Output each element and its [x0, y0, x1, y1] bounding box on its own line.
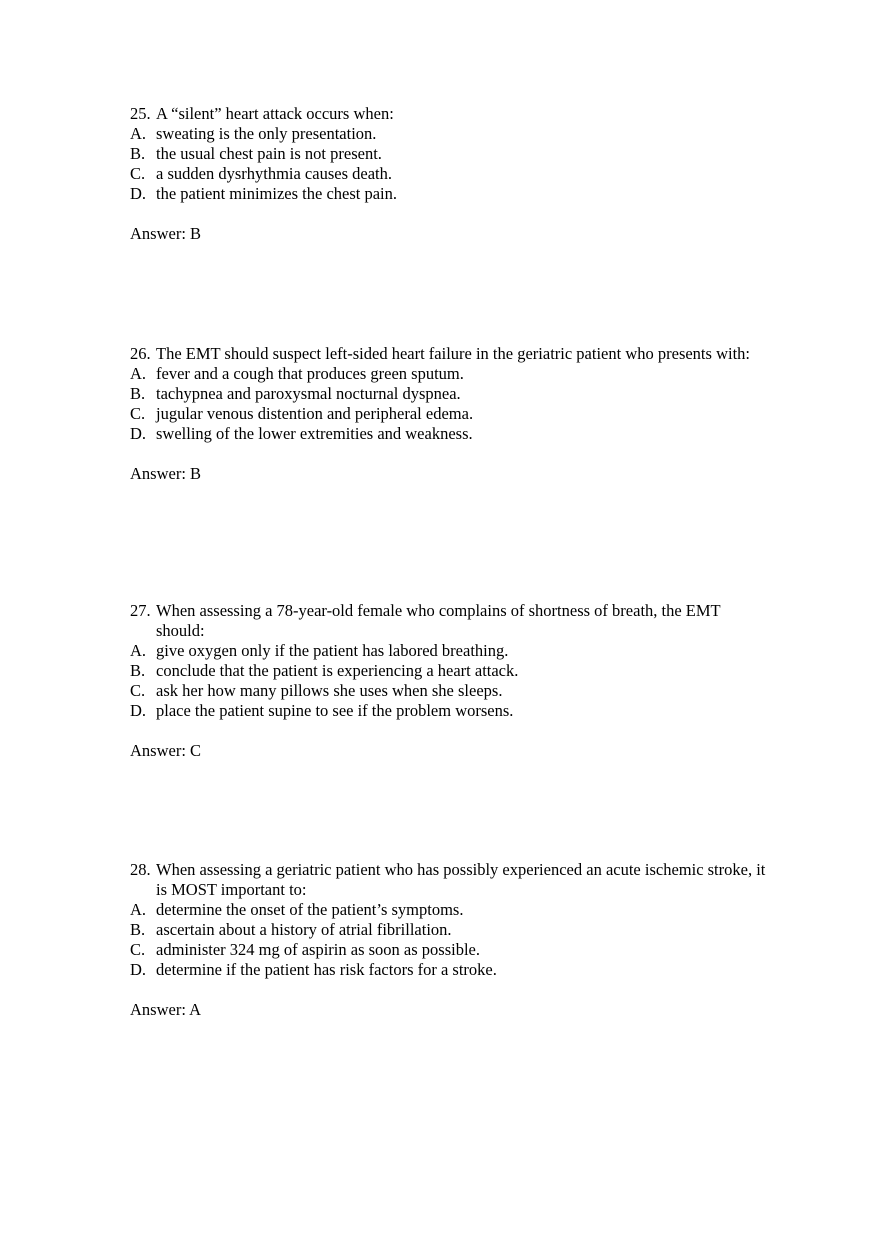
option-c	[130, 681, 770, 701]
option-letter: C.	[130, 404, 146, 423]
question-text: When assessing a 78-year-old female who complains of shortness of breath, the EMT should:	[156, 601, 721, 640]
option-d	[130, 184, 770, 204]
question-25	[130, 104, 770, 244]
option-letter: A.	[130, 900, 147, 919]
option-d	[130, 960, 770, 980]
option-text: the usual chest pain is not present.	[156, 144, 382, 163]
option-letter: D.	[130, 960, 147, 979]
option-letter: C.	[130, 681, 146, 700]
option-letter: A.	[130, 364, 147, 383]
option-letter: C.	[130, 164, 146, 183]
option-text: give oxygen only if the patient has labored breathing.	[156, 641, 509, 660]
option-text: tachypnea and paroxysmal nocturnal dyspnea.	[156, 384, 461, 403]
question-number: 28.	[130, 860, 151, 879]
answer-line: Answer: B	[130, 464, 202, 483]
option-letter: A.	[130, 641, 147, 660]
option-letter: D.	[130, 424, 147, 443]
option-a	[130, 900, 770, 920]
option-d	[130, 424, 770, 444]
option-text: administer 324 mg of aspirin as soon as possible.	[156, 940, 481, 959]
question-26	[130, 344, 770, 484]
option-letter: B.	[130, 144, 146, 163]
option-text: determine the onset of the patient’s symptoms.	[156, 900, 464, 919]
question-text: When assessing a geriatric patient who has possibly experienced an acute ischemic stroke, it is MOST important to:	[156, 860, 766, 899]
question-stem	[130, 601, 770, 641]
option-letter: D.	[130, 184, 147, 203]
option-text: conclude that the patient is experiencing a heart attack.	[156, 661, 519, 680]
answer-line: Answer: B	[130, 224, 202, 243]
option-d	[130, 701, 770, 721]
answer-line: Answer: C	[130, 741, 202, 760]
question-number: 25.	[130, 104, 151, 123]
question-stem	[130, 860, 770, 900]
question-stem	[130, 104, 770, 124]
option-letter: C.	[130, 940, 146, 959]
option-text: a sudden dysrhythmia causes death.	[156, 164, 392, 183]
option-b	[130, 144, 770, 164]
option-text: place the patient supine to see if the problem worsens.	[156, 701, 514, 720]
option-text: ask her how many pillows she uses when she sleeps.	[156, 681, 503, 700]
option-text: fever and a cough that produces green sputum.	[156, 364, 464, 383]
option-letter: B.	[130, 661, 146, 680]
option-text: swelling of the lower extremities and weakness.	[156, 424, 473, 443]
question-text: The EMT should suspect left-sided heart failure in the geriatric patient who presents with:	[156, 344, 750, 363]
option-a	[130, 364, 770, 384]
option-a	[130, 124, 770, 144]
option-text: ascertain about a history of atrial fibrillation.	[156, 920, 452, 939]
option-letter: D.	[130, 701, 147, 720]
option-a	[130, 641, 770, 661]
option-b	[130, 920, 770, 940]
question-27	[130, 601, 770, 761]
option-b	[130, 661, 770, 681]
question-28	[130, 860, 770, 1020]
option-c	[130, 404, 770, 424]
option-text: the patient minimizes the chest pain.	[156, 184, 398, 203]
option-c	[130, 940, 770, 960]
option-text: jugular venous distention and peripheral edema.	[156, 404, 474, 423]
option-letter: B.	[130, 384, 146, 403]
question-text: A “silent” heart attack occurs when:	[156, 104, 394, 123]
option-letter: A.	[130, 124, 147, 143]
option-letter: B.	[130, 920, 146, 939]
option-c	[130, 164, 770, 184]
option-text: determine if the patient has risk factors for a stroke.	[156, 960, 497, 979]
question-number: 27.	[130, 601, 151, 620]
question-number: 26.	[130, 344, 151, 363]
question-stem	[130, 344, 770, 364]
option-text: sweating is the only presentation.	[156, 124, 377, 143]
answer-line: Answer: A	[130, 1000, 202, 1019]
option-b	[130, 384, 770, 404]
